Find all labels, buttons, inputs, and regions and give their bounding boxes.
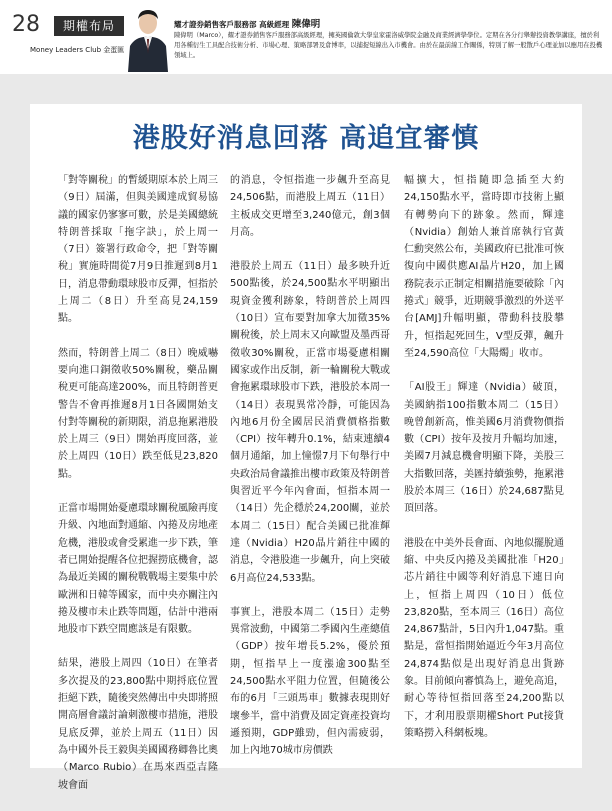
article-headline: 港股好消息回落 高追宜審慎 [132,123,480,154]
paragraph: 幅擴大，恒指隨即急插至大約24,150點水平，當時即市技術上顯有轉勢向下的跡象。然而，輝達（Nvidia）創始人兼首席執行官黃仁勳突然公布，美國政府已批准可恢復向中國供應AI晶片H20，加上國務院表示正制定相關措施要破除「內捲式」競爭，近期競爭激烈的外送平台[AMJ]升幅明顯，帶動科技股攀升，恒指起死回生，V型反彈，飆升至24,590高位「大陽燭」收市。 [404,175,564,359]
paragraph: 正當市場開始憂慮環球關稅風險再度升級、內地面對通縮、內捲及房地產危機，港股或會受累進一步下跌，筆者已開始提醒各位把握撈底機會，認為最近美國的關稅戰戰場主要集中於歐洲和日韓等國家，而中央亦關注內捲及樓市未止跌等問題，估計中港兩地股市下跌空間應該是有限數。 [58,503,218,636]
paragraph: 事實上，港股本周二（15日）走勢異常波動，中國第二季國內生產總值（GDP）按年增長5.2%，優於預期，恒指早上一度漲逾300點至24,500點水平阻力位置，但隨後公布的6月「三頭馬車」數據表現則好壞參半，當中消費及固定資產投資均遜預期，GDP雖勁，但內需疲弱，加上內地70城市房價跌 [230,606,390,757]
paragraph: 然而，特朗普上周二（8日）晚威嚇要向進口銅徵收50%關稅，藥品關稅更可能高達200%，而且特朗普更警告不會再推遲8月1日各國開始支付對等關稅的新期限，消息拖累港股於上周三（9日）開始再度回落，並於上周四（10日）跌至低見23,820點。 [58,347,218,480]
author-name: 陳偉明 [291,19,321,30]
page-number: 28 [12,12,40,37]
club-label: Money Leaders Club 金蛋匯 [30,46,125,54]
page-header [0,0,612,74]
paragraph: 「對等關稅」的暫緩期原本於上周三（9日）屆滿，但與美國達成貿易協議的國家仍寥寥可數，於是美國總統特朗普採取「拖字訣」，於上周一（7日）簽署行政命令，把「對等關稅」實施時間從7月9日推遲到8月1日，消息帶動環球股市反彈，恒指於上周二（8日）升至高見24,159點。 [58,175,218,325]
author-line [174,16,320,30]
paragraph: 結果，港股上周四（10日）在筆者多次提及的23,800點中期捋底位置拒絕下跌，隨後突然傳出中央即將照開高層會議討論刺激樓市措施，港股見底反彈，並於上周五（11日）因為中國外長王毅與美國國務卿魯比奧（Marco Rubio）在馬來西亞吉隆坡會面 [58,658,218,791]
article-column-2 [230,172,390,777]
paragraph: 港股於上周五（11日）最多映升近500點後，於24,500點水平明顯出現資金獲利跡象，特朗普於上周四（10日）宣布要對加拿大加徵35%關稅後，於上周末又向歐盟及墨西哥徵收30%關稅，正當市場憂慮相關國家或作出反制，新一輪關稅大戰或會拖累環球股市下跌，港股於本周一（14日）表現異常冷靜，可能因為內地6月份全國居民消費價格指數（CPI）按年轉升0.1%，結束連續4個月通縮，加上憧憬7月下旬舉行中央政治局會議推出樓市政策及特朗普與習近平今年內會面，恒指本周一（14日）先企穩於24,200關，並於本周二（15日）配合美國已批准輝達（Nvidia）H20晶片銷往中國的消息，令港股進一步飆升，向上突破6月高位24,533點。 [230,261,390,584]
paragraph: 的消息，令恒指進一步飆升至高見24,506點，而港股上周五（11日）主板成交更增至3,240億元，創3個月高。 [230,175,390,238]
article-column-3 [404,172,564,759]
article-panel [30,104,582,791]
paragraph: 港股在中美外長會面、內地似擺脫通縮、中央反內捲及美國批准「H20」芯片銷往中國等利好消息下連日向上，恒指上周四（10日）低位23,820點，至本周三（16日）高位24,867點計，5日內升1,047點。重點是，當恒指開始逼近今年3月高位24,874點似是出現好消息出貨跡象。目前傾向審慎為上，避免高追，耐心等待恒指回落至24,200點以下，才利用股票期權Short Put接貨策略撈入科網板塊。 [404,537,564,739]
article-column-1 [58,172,218,811]
author-bio: 陳偉明（Marco），耀才證券銷售客戶服務部高級經理，擁英國倫敦大學皇家霍洛威學院金融及商業經濟學學位。定期在各分行舉辦投資教學講座，擅於利用各種衍生工具配合技術分析、市場心理、策略部署及倉博率，以捕捉短線出入市機會。由於在最前線工作關係，特別了解一般散戶心理並加以應用在投機領域上。 [174,32,603,59]
section-tag: 期權布局 [54,16,124,36]
author-photo [126,6,170,72]
paragraph: 「AI股王」輝達（Nvidia）破頂，美國納指100指數本周二（15日）晚曾創新高，惟美國6月消費物價指數（CPI）按年及按月升幅均加速，美國7月減息機會明顯下降，美股三大指數回落，美匯持續強勢，拖累港股於本周三（16日）於24,687點見頂回落。 [404,382,564,515]
author-title: 耀才證券銷售客戶服務部 高級經理 [174,20,290,29]
